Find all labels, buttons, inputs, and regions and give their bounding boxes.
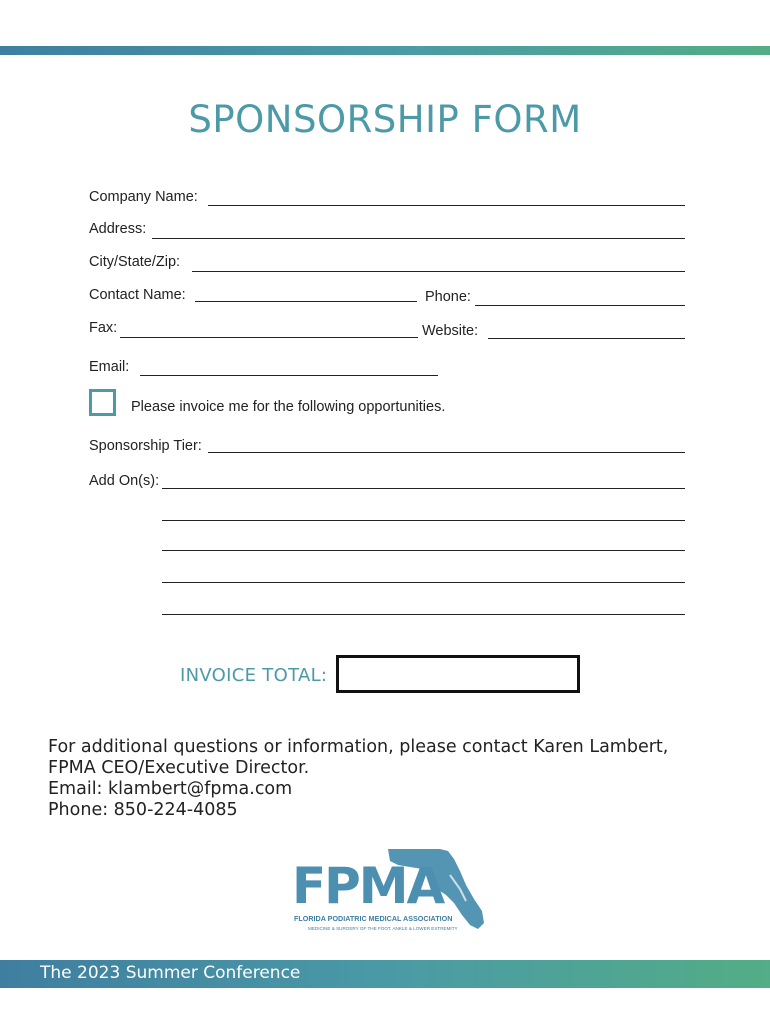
sponsorship-tier-label: Sponsorship Tier: (89, 438, 202, 454)
invoice-checkbox-label: Please invoice me for the following opportunities. (131, 399, 446, 415)
top-accent-bar (0, 46, 770, 55)
website-field[interactable] (488, 338, 685, 339)
invoice-checkbox[interactable] (89, 389, 116, 416)
contact-line-1: For additional questions or information, please contact Karen Lambert, (48, 737, 669, 757)
florida-map-icon (290, 845, 490, 935)
address-label: Address: (89, 221, 147, 237)
logo-tagline: MEDICINE & SURGERY OF THE FOOT, ANKLE & LOWER EXTREMITY (308, 926, 458, 931)
page-title: SPONSORSHIP FORM (188, 98, 582, 141)
address-field[interactable] (152, 238, 685, 239)
fax-label: Fax: (89, 320, 118, 336)
sponsorship-tier-field[interactable] (208, 452, 685, 453)
website-label: Website: (422, 323, 479, 339)
city-state-zip-label: City/State/Zip: (89, 254, 181, 270)
phone-field[interactable] (475, 305, 685, 306)
invoice-total-field[interactable] (336, 655, 580, 693)
add-ons-field-1[interactable] (162, 488, 685, 489)
logo-association-name: FLORIDA PODIATRIC MEDICAL ASSOCIATION (294, 914, 453, 923)
add-ons-field-4[interactable] (162, 582, 685, 583)
email-field[interactable] (140, 375, 438, 376)
company-name-label: Company Name: (89, 189, 198, 205)
city-state-zip-field[interactable] (192, 271, 685, 272)
footer-text: The 2023 Summer Conference (40, 963, 301, 983)
contact-email: Email: klambert@fpma.com (48, 779, 293, 799)
logo-wordmark: FPMA (292, 857, 444, 915)
fpma-logo (290, 845, 490, 935)
add-ons-field-3[interactable] (162, 550, 685, 551)
contact-name-field[interactable] (195, 301, 417, 302)
contact-phone: Phone: 850-224-4085 (48, 800, 238, 820)
add-ons-field-5[interactable] (162, 614, 685, 615)
phone-label: Phone: (425, 289, 471, 305)
contact-name-label: Contact Name: (89, 287, 186, 303)
company-name-field[interactable] (208, 205, 685, 206)
add-ons-label: Add On(s): (89, 473, 160, 489)
contact-info (48, 737, 688, 821)
invoice-total-label: INVOICE TOTAL: (180, 665, 328, 686)
email-label: Email: (89, 359, 130, 375)
fax-field[interactable] (120, 337, 418, 338)
contact-line-2: FPMA CEO/Executive Director. (48, 758, 310, 778)
add-ons-field-2[interactable] (162, 520, 685, 521)
